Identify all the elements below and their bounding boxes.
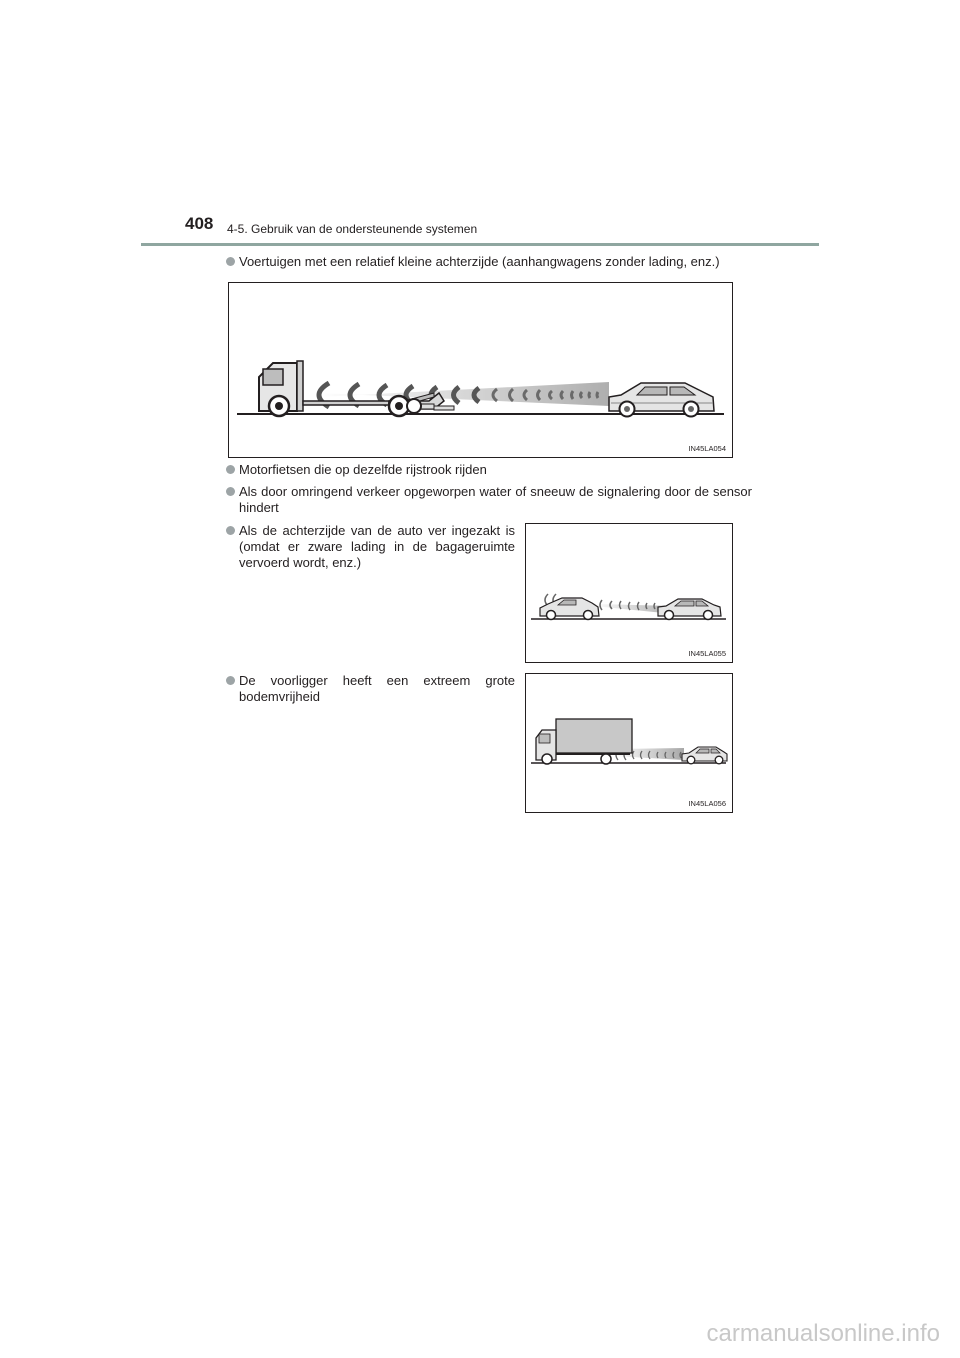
bullet-dot: [226, 257, 235, 266]
figure-code: IN45LA055: [688, 649, 726, 658]
bullet-item: [226, 523, 515, 571]
bullet-item: [226, 462, 752, 478]
figure-code: IN45LA054: [688, 444, 726, 453]
footer-watermark: carmanualsonline.info: [706, 1320, 940, 1347]
header-rule: [141, 243, 819, 246]
bullet-text: Motorfietsen die op dezelfde rijstrook rijden: [239, 462, 487, 477]
bullet-text: Als de achterzijde van de auto ver ingezakt is (omdat er zware lading in de bagageruimte vervoerd wordt, enz.): [239, 523, 515, 570]
bullet-item: [226, 254, 752, 270]
bullet-item: [226, 484, 752, 516]
bullet-dot: [226, 676, 235, 685]
figure-code: IN45LA056: [688, 799, 726, 808]
figure-high-clearance-truck: [525, 673, 733, 813]
bullet-dot: [226, 465, 235, 474]
figure-trailer-truck: [228, 282, 733, 458]
bullet-dot: [226, 526, 235, 535]
page-number: 408: [185, 214, 214, 233]
bullet-text: Voertuigen met een relatief kleine achterzijde (aanhangwagens zonder lading, enz.): [239, 254, 720, 269]
bullet-dot: [226, 487, 235, 496]
bullet-item: [226, 673, 515, 705]
bullet-text: Als door omringend verkeer opgeworpen water of sneeuw de signalering door de sensor hindert: [239, 484, 752, 515]
section-title: 4-5. Gebruik van de ondersteunende systemen: [227, 222, 478, 236]
bullet-text: De voorligger heeft een extreem grote bodemvrijheid: [239, 673, 515, 704]
figure-sagging-car: [525, 523, 733, 663]
